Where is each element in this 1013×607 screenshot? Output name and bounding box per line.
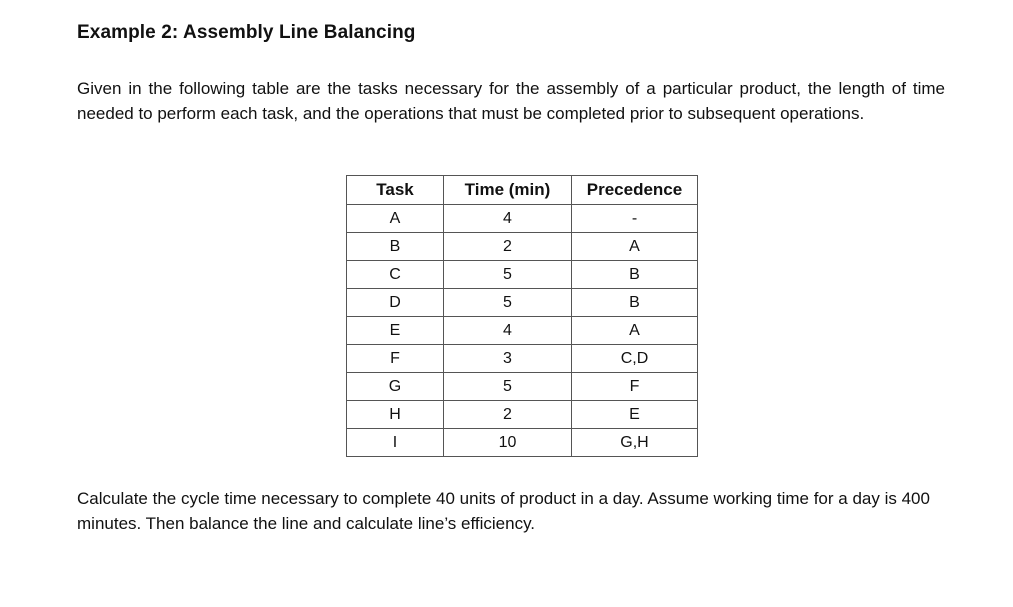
table-body — [347, 205, 698, 457]
question-paragraph: Calculate the cycle time necessary to complete 40 units of product in a day. Assume working time for a day is 400 minutes. Then balance the line and calculate line’s efficiency. — [77, 489, 930, 533]
cell-precedence: B — [572, 261, 698, 289]
cell-precedence: - — [572, 205, 698, 233]
table-row — [347, 345, 698, 373]
cell-task: F — [347, 345, 444, 373]
table-row — [347, 289, 698, 317]
cell-precedence: A — [572, 233, 698, 261]
cell-time: 4 — [444, 317, 572, 345]
cell-time: 10 — [444, 429, 572, 457]
cell-time: 2 — [444, 401, 572, 429]
table-row — [347, 401, 698, 429]
cell-time: 5 — [444, 261, 572, 289]
table-header-row — [347, 176, 698, 205]
cell-task: A — [347, 205, 444, 233]
table-row — [347, 429, 698, 457]
table-row — [347, 317, 698, 345]
table-row — [347, 261, 698, 289]
table-row — [347, 373, 698, 401]
task-table — [346, 175, 698, 457]
document-title: Example 2: Assembly Line Balancing — [77, 22, 416, 43]
cell-time: 5 — [444, 373, 572, 401]
cell-task: E — [347, 317, 444, 345]
cell-task: B — [347, 233, 444, 261]
cell-precedence: B — [572, 289, 698, 317]
cell-time: 2 — [444, 233, 572, 261]
cell-precedence: A — [572, 317, 698, 345]
task-table-container — [346, 175, 698, 457]
header-task: Task — [347, 176, 444, 205]
header-precedence: Precedence — [572, 176, 698, 205]
cell-time: 4 — [444, 205, 572, 233]
cell-task: D — [347, 289, 444, 317]
cell-task: G — [347, 373, 444, 401]
cell-precedence: C,D — [572, 345, 698, 373]
cell-task: C — [347, 261, 444, 289]
cell-time: 5 — [444, 289, 572, 317]
cell-precedence: F — [572, 373, 698, 401]
cell-precedence: E — [572, 401, 698, 429]
table-row — [347, 233, 698, 261]
table-row — [347, 205, 698, 233]
cell-task: H — [347, 401, 444, 429]
cell-task: I — [347, 429, 444, 457]
cell-time: 3 — [444, 345, 572, 373]
header-time: Time (min) — [444, 176, 572, 205]
cell-precedence: G,H — [572, 429, 698, 457]
intro-paragraph: Given in the following table are the tasks necessary for the assembly of a particular product, the length of time needed to perform each task, and the operations that must be completed prior to subsequent operations. — [77, 79, 945, 123]
